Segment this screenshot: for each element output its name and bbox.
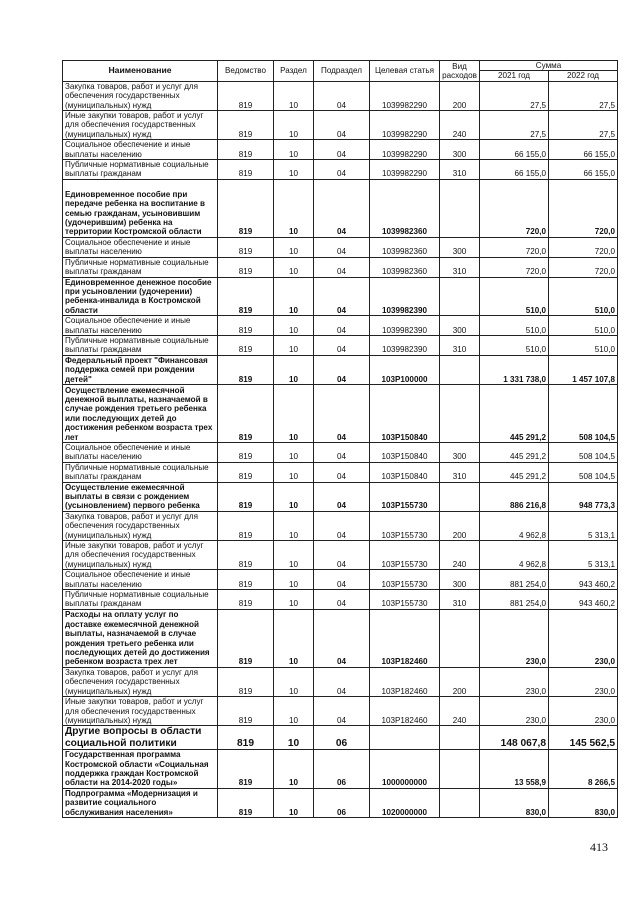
- table-row: [63, 667, 618, 696]
- header-cel-statya: Целевая статья: [370, 61, 440, 82]
- cell-cs: 103P100000: [370, 355, 440, 384]
- cell-vr: 240: [440, 541, 480, 570]
- cell-pod: 04: [314, 257, 370, 277]
- table-row: [63, 140, 618, 160]
- cell-y1: 510,0: [480, 316, 549, 336]
- cell-cs: 1039982390: [370, 335, 440, 355]
- table-row: [63, 81, 618, 110]
- cell-raz: 10: [274, 590, 314, 610]
- cell-pod: 04: [314, 237, 370, 257]
- cell-y2: 27,5: [549, 81, 618, 110]
- cell-cs: 1039982390: [370, 316, 440, 336]
- cell-name: Закупка товаров, работ и услуг для обеспечения государственных (муниципальных) нужд: [63, 667, 218, 696]
- cell-y1: 66 155,0: [480, 160, 549, 180]
- cell-cs: 103P155730: [370, 482, 440, 511]
- cell-y1: 510,0: [480, 335, 549, 355]
- cell-ved: 819: [218, 697, 274, 726]
- cell-cs: 103P150840: [370, 442, 440, 462]
- cell-y1: 720,0: [480, 237, 549, 257]
- cell-y1: 445 291,2: [480, 384, 549, 442]
- table-row: [63, 257, 618, 277]
- cell-name: Расходы на оплату услуг по доставке ежемесячной денежной выплаты, назначаемой в случае рождения третьего ребенка или последующих детей до достижения ребенком возраста трех лет: [63, 609, 218, 667]
- cell-vr: [440, 482, 480, 511]
- cell-name: Публичные нормативные социальные выплаты гражданам: [63, 462, 218, 482]
- cell-pod: 04: [314, 667, 370, 696]
- cell-ved: 819: [218, 442, 274, 462]
- cell-y2: 66 155,0: [549, 160, 618, 180]
- cell-pod: 06: [314, 726, 370, 750]
- cell-name: Социальное обеспечение и иные выплаты населению: [63, 316, 218, 336]
- cell-y2: 230,0: [549, 609, 618, 667]
- cell-y2: 5 313,1: [549, 541, 618, 570]
- cell-raz: 10: [274, 511, 314, 540]
- cell-name: Публичные нормативные социальные выплаты гражданам: [63, 257, 218, 277]
- cell-y1: 1 331 738,0: [480, 355, 549, 384]
- cell-vr: [440, 788, 480, 817]
- cell-name: Иные закупки товаров, работ и услуг для обеспечения государственных (муниципальных) нужд: [63, 697, 218, 726]
- cell-y1: 27,5: [480, 81, 549, 110]
- table-row: [63, 355, 618, 384]
- cell-ved: 819: [218, 482, 274, 511]
- cell-vr: 300: [440, 237, 480, 257]
- cell-cs: 1039982290: [370, 160, 440, 180]
- cell-raz: 10: [274, 160, 314, 180]
- cell-name: Подпрограмма «Модернизация и развитие социального обслуживания населения»: [63, 788, 218, 817]
- cell-name: Осуществление ежемесячной денежной выплаты, назначаемой в случае рождения третьего ребенка или последующих детей до достижения ребенком возраста трех лет: [63, 384, 218, 442]
- table-row: [63, 462, 618, 482]
- table-row: [63, 482, 618, 511]
- cell-name: Иные закупки товаров, работ и услуг для обеспечения государственных (муниципальных) нужд: [63, 111, 218, 140]
- cell-ved: 819: [218, 316, 274, 336]
- cell-y2: 27,5: [549, 111, 618, 140]
- cell-cs: 1039982360: [370, 257, 440, 277]
- cell-name: Публичные нормативные социальные выплаты гражданам: [63, 335, 218, 355]
- cell-y2: 5 313,1: [549, 511, 618, 540]
- cell-ved: 819: [218, 590, 274, 610]
- cell-y1: 66 155,0: [480, 140, 549, 160]
- cell-cs: 103P182460: [370, 697, 440, 726]
- cell-ved: 819: [218, 541, 274, 570]
- cell-raz: 10: [274, 140, 314, 160]
- cell-pod: 06: [314, 750, 370, 789]
- cell-raz: 10: [274, 179, 314, 237]
- cell-cs: 1039982290: [370, 140, 440, 160]
- cell-name: Закупка товаров, работ и услуг для обеспечения государственных (муниципальных) нужд: [63, 511, 218, 540]
- cell-name: Единовременное пособие при передаче ребенка на воспитание в семью гражданам, усыновившим (удочерившим) ребенка на территории Костромской области: [63, 179, 218, 237]
- cell-name: Социальное обеспечение и иные выплаты населению: [63, 442, 218, 462]
- cell-pod: 04: [314, 442, 370, 462]
- cell-ved: 819: [218, 179, 274, 237]
- cell-ved: 819: [218, 111, 274, 140]
- cell-y2: 943 460,2: [549, 590, 618, 610]
- cell-ved: 819: [218, 355, 274, 384]
- table-row: [63, 726, 618, 750]
- cell-vr: 200: [440, 667, 480, 696]
- header-razdel: Раздел: [274, 61, 314, 82]
- cell-y1: 445 291,2: [480, 442, 549, 462]
- cell-vr: [440, 384, 480, 442]
- budget-table-sheet: [62, 60, 617, 818]
- cell-ved: 819: [218, 788, 274, 817]
- cell-pod: 04: [314, 541, 370, 570]
- cell-y2: 508 104,5: [549, 462, 618, 482]
- cell-ved: 819: [218, 570, 274, 590]
- cell-y2: 943 460,2: [549, 570, 618, 590]
- table-row: [63, 541, 618, 570]
- cell-pod: 04: [314, 355, 370, 384]
- cell-vr: [440, 609, 480, 667]
- cell-raz: 10: [274, 81, 314, 110]
- cell-ved: 819: [218, 335, 274, 355]
- cell-vr: 200: [440, 511, 480, 540]
- cell-y2: 510,0: [549, 277, 618, 316]
- cell-y2: 508 104,5: [549, 442, 618, 462]
- cell-vr: [440, 726, 480, 750]
- cell-cs: [370, 726, 440, 750]
- cell-raz: 10: [274, 726, 314, 750]
- cell-ved: 819: [218, 511, 274, 540]
- header-summa: Сумма: [480, 61, 618, 71]
- table-row: [63, 609, 618, 667]
- cell-y1: 148 067,8: [480, 726, 549, 750]
- cell-y2: 1 457 107,8: [549, 355, 618, 384]
- cell-raz: 10: [274, 355, 314, 384]
- header-vid-rashodov: Вид расходов: [440, 61, 480, 82]
- cell-vr: 240: [440, 111, 480, 140]
- cell-vr: 310: [440, 462, 480, 482]
- cell-y1: 13 558,9: [480, 750, 549, 789]
- cell-name: Федеральный проект "Финансовая поддержка семей при рождении детей": [63, 355, 218, 384]
- cell-ved: 819: [218, 257, 274, 277]
- cell-ved: 819: [218, 160, 274, 180]
- cell-cs: 103P150840: [370, 384, 440, 442]
- cell-pod: 04: [314, 511, 370, 540]
- cell-y1: 830,0: [480, 788, 549, 817]
- cell-cs: 1039982290: [370, 111, 440, 140]
- cell-ved: 819: [218, 277, 274, 316]
- cell-y2: 510,0: [549, 335, 618, 355]
- cell-cs: 103P155730: [370, 570, 440, 590]
- cell-ved: 819: [218, 750, 274, 789]
- table-row: [63, 442, 618, 462]
- cell-pod: 04: [314, 160, 370, 180]
- cell-raz: 10: [274, 541, 314, 570]
- cell-pod: 04: [314, 335, 370, 355]
- header-vedomstvo: Ведомство: [218, 61, 274, 82]
- cell-y1: 445 291,2: [480, 462, 549, 482]
- cell-name: Социальное обеспечение и иные выплаты населению: [63, 237, 218, 257]
- cell-raz: 10: [274, 384, 314, 442]
- table-row: [63, 750, 618, 789]
- cell-raz: 10: [274, 570, 314, 590]
- cell-cs: 103P155730: [370, 541, 440, 570]
- cell-ved: 819: [218, 140, 274, 160]
- table-row: [63, 570, 618, 590]
- cell-y1: 230,0: [480, 667, 549, 696]
- table-row: [63, 179, 618, 237]
- cell-raz: 10: [274, 609, 314, 667]
- cell-y2: 720,0: [549, 257, 618, 277]
- cell-vr: [440, 750, 480, 789]
- cell-raz: 10: [274, 788, 314, 817]
- cell-pod: 04: [314, 384, 370, 442]
- cell-raz: 10: [274, 111, 314, 140]
- cell-y2: 230,0: [549, 697, 618, 726]
- header-name: Наименование: [63, 61, 218, 82]
- cell-raz: 10: [274, 237, 314, 257]
- cell-pod: 04: [314, 590, 370, 610]
- cell-vr: [440, 355, 480, 384]
- table-row: [63, 590, 618, 610]
- cell-pod: 04: [314, 482, 370, 511]
- cell-raz: 10: [274, 667, 314, 696]
- cell-ved: 819: [218, 237, 274, 257]
- table-body: [63, 81, 618, 817]
- cell-pod: 04: [314, 81, 370, 110]
- table-row: [63, 511, 618, 540]
- cell-name: Социальное обеспечение и иные выплаты населению: [63, 570, 218, 590]
- cell-ved: 819: [218, 81, 274, 110]
- cell-cs: 1020000000: [370, 788, 440, 817]
- table-row: [63, 316, 618, 336]
- table-row: [63, 335, 618, 355]
- cell-pod: 04: [314, 697, 370, 726]
- cell-cs: 1039982360: [370, 237, 440, 257]
- cell-vr: 300: [440, 316, 480, 336]
- cell-vr: 300: [440, 570, 480, 590]
- cell-name: Закупка товаров, работ и услуг для обеспечения государственных (муниципальных) нужд: [63, 81, 218, 110]
- cell-pod: 04: [314, 140, 370, 160]
- cell-y2: 948 773,3: [549, 482, 618, 511]
- cell-cs: 103P155730: [370, 511, 440, 540]
- cell-vr: [440, 179, 480, 237]
- cell-y2: 230,0: [549, 667, 618, 696]
- cell-cs: 1039982290: [370, 81, 440, 110]
- header-year-2021: 2021 год: [480, 71, 549, 81]
- cell-vr: 310: [440, 335, 480, 355]
- cell-raz: 10: [274, 316, 314, 336]
- cell-y1: 230,0: [480, 609, 549, 667]
- cell-y2: 508 104,5: [549, 384, 618, 442]
- cell-vr: 310: [440, 590, 480, 610]
- cell-name: Публичные нормативные социальные выплаты гражданам: [63, 590, 218, 610]
- cell-name: Единовременное денежное пособие при усыновлении (удочерении) ребенка-инвалида в Костромской области: [63, 277, 218, 316]
- cell-raz: 10: [274, 257, 314, 277]
- table-row: [63, 237, 618, 257]
- cell-vr: 310: [440, 257, 480, 277]
- table-row: [63, 788, 618, 817]
- cell-cs: 1039982390: [370, 277, 440, 316]
- cell-y2: 830,0: [549, 788, 618, 817]
- cell-name: Другие вопросы в области социальной политики: [63, 726, 218, 750]
- cell-pod: 04: [314, 609, 370, 667]
- cell-raz: 10: [274, 462, 314, 482]
- cell-y1: 720,0: [480, 257, 549, 277]
- table-row: [63, 697, 618, 726]
- cell-y1: 881 254,0: [480, 570, 549, 590]
- cell-name: Социальное обеспечение и иные выплаты населению: [63, 140, 218, 160]
- header-year-2022: 2022 год: [549, 71, 618, 81]
- cell-ved: 819: [218, 609, 274, 667]
- cell-y1: 720,0: [480, 179, 549, 237]
- cell-y1: 4 962,8: [480, 511, 549, 540]
- cell-raz: 10: [274, 482, 314, 511]
- cell-name: Государственная программа Костромской области «Социальная поддержка граждан Костромской области на 2014-2020 годы»: [63, 750, 218, 789]
- cell-pod: 04: [314, 316, 370, 336]
- cell-cs: 103P182460: [370, 667, 440, 696]
- cell-vr: 310: [440, 160, 480, 180]
- cell-pod: 04: [314, 570, 370, 590]
- cell-y2: 145 562,5: [549, 726, 618, 750]
- cell-vr: 240: [440, 697, 480, 726]
- cell-y2: 720,0: [549, 237, 618, 257]
- cell-y1: 4 962,8: [480, 541, 549, 570]
- cell-name: Публичные нормативные социальные выплаты гражданам: [63, 160, 218, 180]
- cell-ved: 819: [218, 726, 274, 750]
- header-podrazdel: Подраздел: [314, 61, 370, 82]
- cell-y2: 510,0: [549, 316, 618, 336]
- cell-vr: 300: [440, 140, 480, 160]
- cell-vr: [440, 277, 480, 316]
- cell-y2: 720,0: [549, 179, 618, 237]
- page-number: 413: [590, 840, 608, 854]
- table-row: [63, 277, 618, 316]
- cell-cs: 1039982360: [370, 179, 440, 237]
- table-row: [63, 160, 618, 180]
- cell-y2: 8 266,5: [549, 750, 618, 789]
- table-row: [63, 111, 618, 140]
- cell-y2: 66 155,0: [549, 140, 618, 160]
- cell-pod: 06: [314, 788, 370, 817]
- cell-cs: 1000000000: [370, 750, 440, 789]
- cell-pod: 04: [314, 179, 370, 237]
- cell-vr: 200: [440, 81, 480, 110]
- budget-table: [62, 60, 618, 818]
- cell-ved: 819: [218, 462, 274, 482]
- cell-y1: 886 216,8: [480, 482, 549, 511]
- cell-raz: 10: [274, 277, 314, 316]
- cell-cs: 103P155730: [370, 590, 440, 610]
- table-row: [63, 384, 618, 442]
- cell-pod: 04: [314, 462, 370, 482]
- cell-ved: 819: [218, 384, 274, 442]
- cell-raz: 10: [274, 442, 314, 462]
- cell-name: Иные закупки товаров, работ и услуг для обеспечения государственных (муниципальных) нужд: [63, 541, 218, 570]
- cell-cs: 103P182460: [370, 609, 440, 667]
- cell-y1: 230,0: [480, 697, 549, 726]
- cell-raz: 10: [274, 750, 314, 789]
- cell-y1: 510,0: [480, 277, 549, 316]
- cell-name: Осуществление ежемесячной выплаты в связи с рождением (усыновлением) первого ребенка: [63, 482, 218, 511]
- cell-y1: 27,5: [480, 111, 549, 140]
- cell-raz: 10: [274, 697, 314, 726]
- cell-raz: 10: [274, 335, 314, 355]
- cell-pod: 04: [314, 111, 370, 140]
- cell-cs: 103P150840: [370, 462, 440, 482]
- cell-pod: 04: [314, 277, 370, 316]
- cell-ved: 819: [218, 667, 274, 696]
- cell-vr: 300: [440, 442, 480, 462]
- cell-y1: 881 254,0: [480, 590, 549, 610]
